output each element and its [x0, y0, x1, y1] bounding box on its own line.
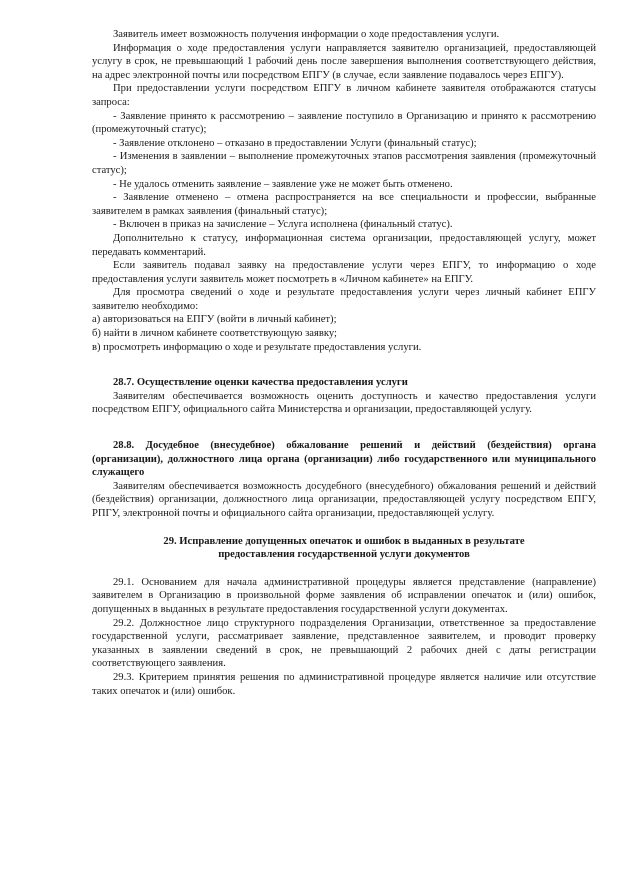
section-29-heading-line-2: предоставления государственной услуги документов	[218, 549, 470, 561]
step-item: а) авторизоваться на ЕПГУ (войти в личный кабинет);	[92, 314, 337, 326]
personal-cabinet-paragraph: Если заявитель подавал заявку на предоставление услуги через ЕПГУ, то информацию о ходе предоставления услуги заявитель может посмотреть в «Личном кабинете» на ЕПГУ.	[92, 260, 596, 285]
intro-paragraph-2: Информация о ходе предоставления услуги направляется заявителю организацией, предоставляющей услугу в срок, не превышающий 1 рабочий день после завершения выполнения соответствующего действия, на адрес электронной почты или посредством ЕПГУ (в случае, если заявление подавалось через ЕПГУ).	[92, 42, 596, 81]
section-29-1-paragraph: 29.1. Основанием для начала административной процедуры является представление (направление) заявителем в Организацию в произвольной форме заявления об исправлении опечаток и (или) ошибок, допущенных в выданных в результате предоставления государственной услуги документах.	[92, 576, 596, 615]
steps-intro-paragraph: Для просмотра сведений о ходе и результате предоставления услуги через личный кабинет ЕПГУ заявителю необходимо:	[92, 287, 596, 312]
section-29-heading-line-1: 29. Исправление допущенных опечаток и ошибок в выданных в результате	[163, 535, 525, 547]
step-item: в) просмотреть информацию о ходе и результате предоставления услуги.	[92, 341, 422, 353]
status-item: - Заявление отклонено – отказано в предоставлении Услуги (финальный статус);	[113, 137, 477, 149]
section-28-8-text: Заявителям обеспечивается возможность досудебного (внесудебного) обжалования решений и действий (бездействия) организации, должностного лица организации, предоставляющей услугу посредством ЕПГУ, РПГУ, электронной почты и официального сайта организации, предоставляющей услугу.	[92, 480, 596, 519]
section-28-7-text: Заявителям обеспечивается возможность оценить доступность и качество предоставления услуги посредством ЕПГУ, официального сайта Министерства и организации, предоставляющей услугу.	[92, 390, 596, 416]
section-28-8-heading: 28.8. Досудебное (внесудебное) обжалование решений и действий (бездействия) органа (организации), должностного лица органа (организации) либо государственного или муниципального служащего	[92, 440, 596, 479]
intro-paragraph-3: При предоставлении услуги посредством ЕПГУ в личном кабинете заявителя отображаются статусы запроса:	[92, 83, 596, 108]
status-item: - Включен в приказ на зачисление – Услуга исполнена (финальный статус).	[113, 219, 453, 231]
status-item: - Заявление принято к рассмотрению – заявление поступило в Организацию и принято к рассмотрению (промежуточный статус);	[92, 110, 596, 136]
section-29-2-paragraph: 29.2. Должностное лицо структурного подразделения Организации, ответственное за предоставление государственной услуги, рассматривает заявление, представленное заявителем, и проводит проверку указанных в заявлении сведений в срок, не превышающий 2 рабочих дней с даты регистрации соответствующего заявления.	[92, 617, 596, 670]
status-item: - Изменения в заявлении – выполнение промежуточных этапов рассмотрения заявления (промежуточный статус);	[92, 151, 596, 176]
status-item: - Не удалось отменить заявление – заявление уже не может быть отменено.	[113, 178, 453, 190]
step-item: б) найти в личном кабинете соответствующую заявку;	[92, 328, 337, 340]
section-29-3-paragraph: 29.3. Критерием принятия решения по административной процедуре является наличие или отсутствие таких опечаток и (или) ошибок.	[92, 671, 596, 697]
comment-paragraph: Дополнительно к статусу, информационная система организации, предоставляющей услугу, может передавать комментарий.	[92, 232, 596, 258]
document-page	[92, 28, 596, 698]
status-item: - Заявление отменено – отмена распространяется на все специальности и профессии, выбранные заявителем в рамках заявления (финальный статус);	[92, 192, 596, 217]
intro-paragraph-1: Заявитель имеет возможность получения информации о ходе предоставления услуги.	[113, 29, 500, 40]
section-28-7-heading: 28.7. Осуществление оценки качества предоставления услуги	[113, 377, 408, 389]
